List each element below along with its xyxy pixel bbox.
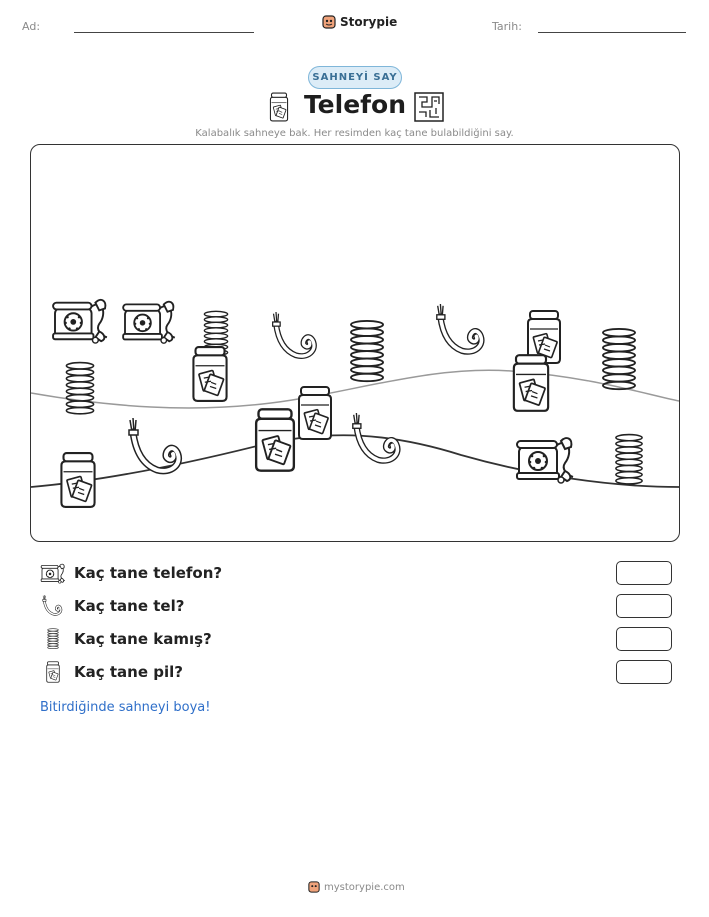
scene-jar-1 xyxy=(193,347,226,401)
answer-box[interactable] xyxy=(616,561,672,585)
front-hill-line xyxy=(31,435,679,487)
scene-wire-3 xyxy=(129,418,179,471)
question-text: Kaç tane pil? xyxy=(74,662,183,681)
question-text: Kaç tane telefon? xyxy=(74,563,223,582)
name-field[interactable] xyxy=(74,32,254,33)
answer-box[interactable] xyxy=(616,594,672,618)
brand-logo xyxy=(322,14,397,30)
answer-box[interactable] xyxy=(616,660,672,684)
scene-illustration xyxy=(31,145,679,541)
footer xyxy=(308,880,405,894)
counting-scene xyxy=(30,144,680,542)
question-row xyxy=(40,593,672,618)
scene-wire-2 xyxy=(437,304,482,352)
date-label: Tarih: xyxy=(492,20,522,33)
page-title: Telefon xyxy=(303,90,407,119)
date-field[interactable] xyxy=(538,32,686,33)
scene-spring-5 xyxy=(616,435,642,484)
scene-telephone-1 xyxy=(53,300,107,343)
scene-spring-4 xyxy=(603,329,635,389)
question-text: Kaç tane kamış? xyxy=(74,629,212,648)
question-row xyxy=(40,560,672,585)
scene-telephone-3 xyxy=(517,438,573,483)
question-row xyxy=(40,659,672,684)
scene-spring-1 xyxy=(66,363,93,414)
answer-box[interactable] xyxy=(616,627,672,651)
scene-telephone-2 xyxy=(123,302,175,343)
finish-note: Bitirdiğinde sahneyi boya! xyxy=(40,700,211,715)
brand-mascot-icon xyxy=(322,14,336,30)
scene-spring-3 xyxy=(351,321,383,381)
instructions: Kalabalık sahneye bak. Her resimden kaç tane bulabildiğini say. xyxy=(195,128,514,139)
brand-name: Storypie xyxy=(340,15,398,29)
scene-wire-1 xyxy=(273,312,314,356)
spring-icon xyxy=(40,628,66,650)
scene-jar-4 xyxy=(299,387,331,439)
telephone-icon xyxy=(40,562,66,584)
jar-icon xyxy=(268,92,290,122)
maze-icon xyxy=(414,92,444,122)
activity-badge: SAHNEYİ SAY xyxy=(308,66,402,89)
scene-jar-5 xyxy=(256,409,294,470)
wire-icon xyxy=(40,595,66,617)
footer-url[interactable]: mystorypie.com xyxy=(324,881,405,893)
question-row xyxy=(40,626,672,651)
footer-mascot-icon xyxy=(308,880,320,894)
question-text: Kaç tane tel? xyxy=(74,596,185,615)
question-list xyxy=(40,560,672,684)
scene-jar-3 xyxy=(514,355,548,411)
jar-icon xyxy=(40,661,66,683)
name-label: Ad: xyxy=(22,20,41,33)
scene-jar-6 xyxy=(61,453,94,507)
